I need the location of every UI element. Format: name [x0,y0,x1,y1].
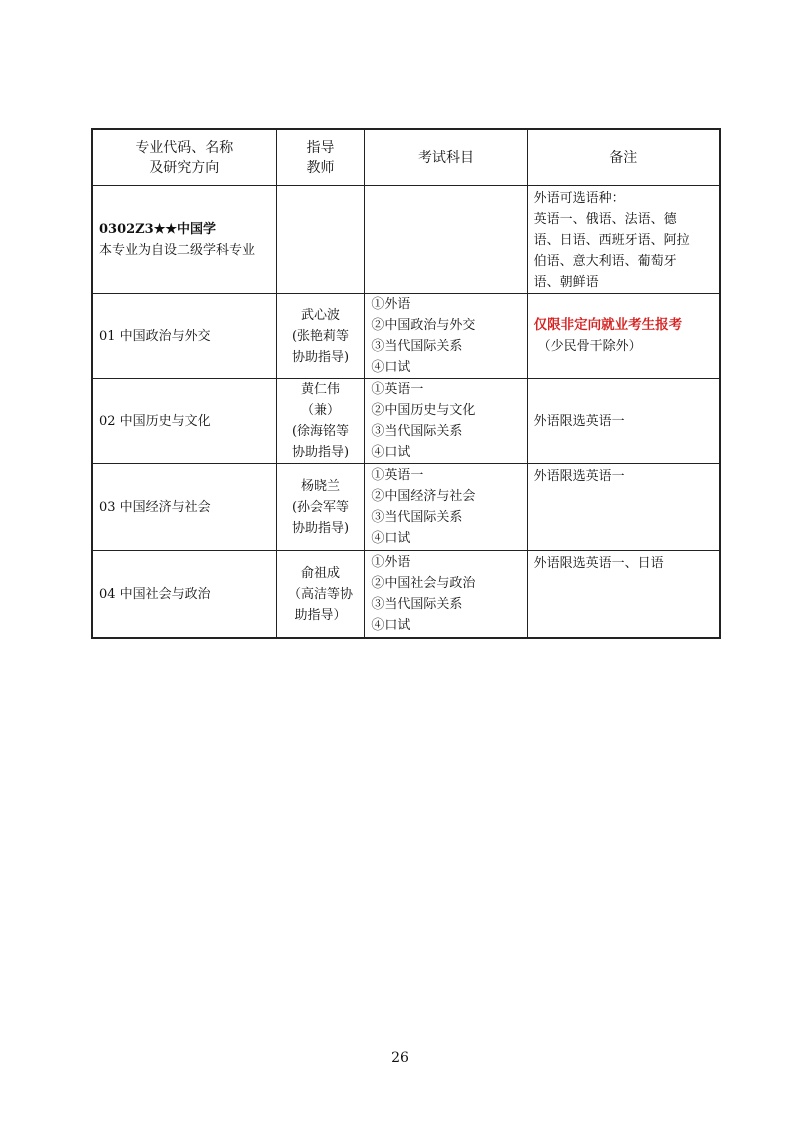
advisor-line: （高洁等协 [288,586,354,602]
table-row [92,551,720,639]
exam-line: ①英语一 [371,382,424,397]
direction-cell: 03 中国经济与社会 [92,464,276,551]
exam-line: ④口试 [371,531,411,546]
major-note: 本专业为自设二级学科专业 [99,242,256,258]
direction-cell: 01 中国政治与外交 [92,294,276,379]
exam-line: ③当代国际关系 [371,597,463,612]
page-number: 26 [391,1050,409,1066]
advisor-line: (张艳莉等 [291,328,350,344]
remark-cell [527,294,720,379]
exam-cell [365,294,527,379]
remark-cell: 外语限选英语一 [527,464,720,551]
advisor-line: 协助指导) [291,349,350,365]
major-row [92,186,720,294]
exam-cell [365,551,527,639]
remark-line: 英语一、俄语、法语、德 [533,212,677,227]
advisor-line: 杨晓兰 [301,478,341,494]
program-table [91,128,721,639]
header-advisor [276,129,365,186]
remark-line: 语、日语、西班牙语、阿拉 [533,233,690,248]
exam-line: ③当代国际关系 [371,339,463,354]
header-major-line1: 专业代码、名称 [135,139,234,156]
remark-line: 伯语、意大利语、葡萄牙 [533,254,677,269]
advisor-cell [276,551,365,639]
exam-line: ④口试 [371,618,411,633]
exam-cell [365,464,527,551]
table-row [92,294,720,379]
direction-cell: 04 中国社会与政治 [92,551,276,639]
table-row [92,379,720,464]
header-remark: 备注 [527,129,720,186]
exam-line: ①外语 [371,555,411,570]
exam-line: ②中国社会与政治 [371,576,476,591]
advisor-line: 黄仁伟 [301,382,341,397]
advisor-line: 武心波 [301,307,341,323]
exam-line: ②中国政治与外交 [371,318,476,333]
exam-line: ③当代国际关系 [371,510,463,525]
remark-line: 外语可选语种： [533,191,625,206]
header-advisor-line2: 教师 [306,159,335,176]
exam-line: ②中国经济与社会 [371,489,476,504]
advisor-cell [276,464,365,551]
exam-cell [365,379,527,464]
header-exams: 考试科目 [365,129,527,186]
advisor-line: 俞祖成 [301,565,341,581]
header-major [92,129,276,186]
advisor-line: (徐海铭等 [291,424,350,439]
restriction-notice: 仅限非定向就业考生报考 [533,317,683,333]
major-code-name: 0302Z3★★中国学 [99,221,217,237]
restriction-exception: （少民骨干除外） [537,339,642,354]
major-advisor-cell [276,186,365,294]
advisor-line: (孙会军等 [291,499,350,515]
exam-line: ①英语一 [371,468,424,483]
exam-line: ④口试 [371,360,411,375]
major-cell [92,186,276,294]
advisor-cell [276,294,365,379]
advisor-line: 助指导） [294,607,347,623]
remark-cell: 外语限选英语一 [527,379,720,464]
exam-line: ①外语 [371,297,411,312]
exam-line: ②中国历史与文化 [371,403,476,418]
advisor-line: 协助指导) [291,520,350,536]
advisor-line: （兼） [301,403,341,418]
advisor-line: 协助指导) [291,445,350,460]
exam-line: ④口试 [371,445,411,460]
advisor-cell [276,379,365,464]
remark-line: 语、朝鲜语 [533,275,599,290]
exam-line: ③当代国际关系 [371,424,463,439]
table-header-row [92,129,720,186]
major-remark-cell [527,186,720,294]
major-exam-cell [365,186,527,294]
header-advisor-line1: 指导 [306,139,335,156]
remark-cell: 外语限选英语一、日语 [527,551,720,639]
header-major-line2: 及研究方向 [149,159,220,176]
table-row [92,464,720,551]
direction-cell: 02 中国历史与文化 [92,379,276,464]
